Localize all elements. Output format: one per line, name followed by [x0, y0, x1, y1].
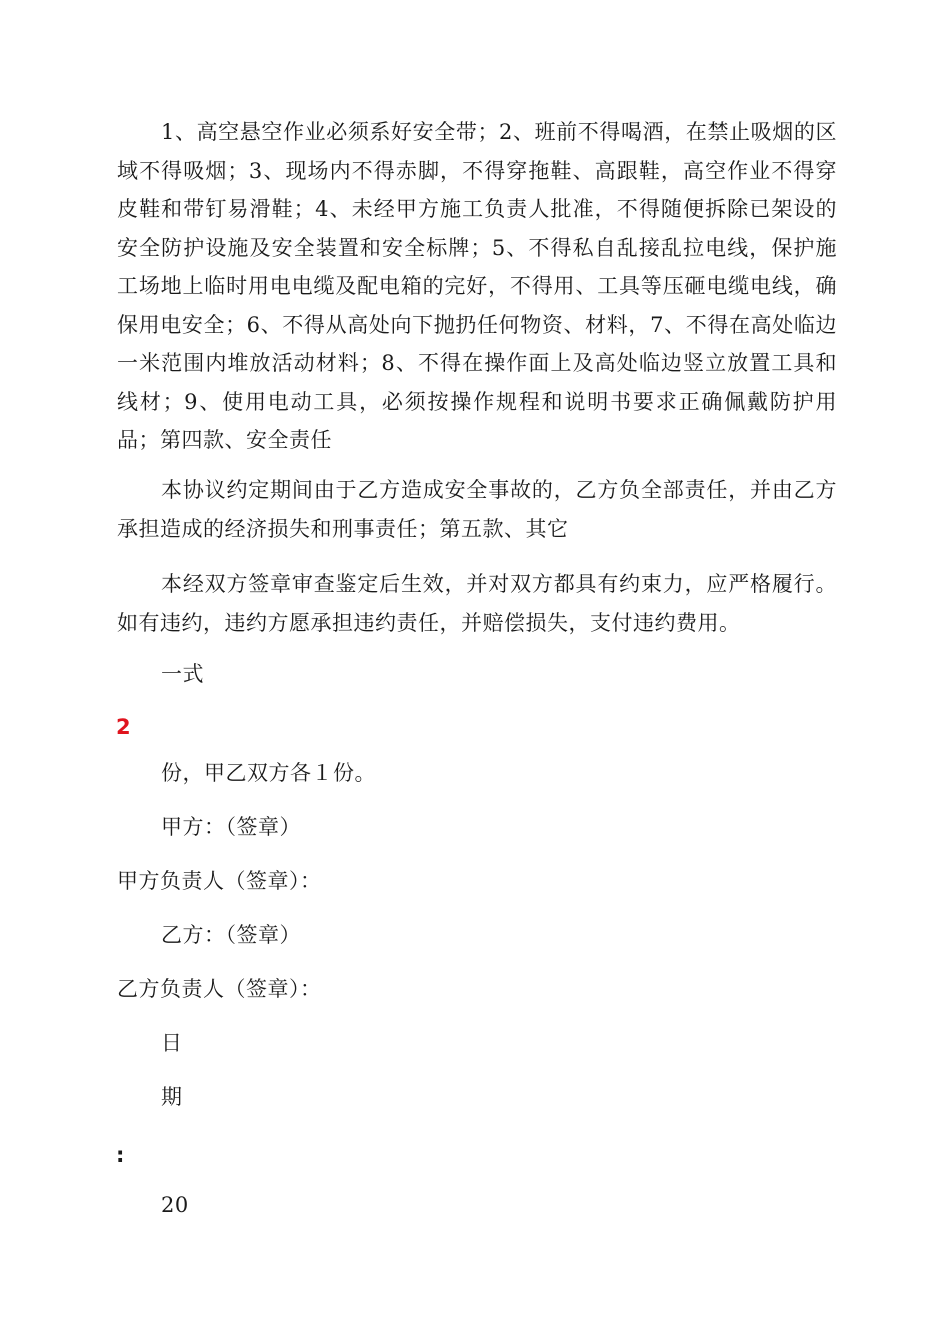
party-b-signature-label: 乙方：（签章）: [161, 923, 301, 947]
party-a-signature-label: 甲方：（签章）: [161, 815, 301, 839]
copies-suffix-text: 份，甲乙双方各１份。: [161, 761, 376, 785]
date-colon: :: [116, 1143, 125, 1167]
copies-number: 2: [116, 715, 131, 739]
effectiveness-paragraph: 本经双方签章审查鉴定后生效，并对双方都具有约束力，应严格履行。如有违约，违约方愿承担违约责任，并赔偿损失，支付违约费用。: [117, 572, 837, 635]
copies-prefix-text: 一式: [161, 662, 204, 686]
party-b-representative-signature-label: 乙方负责人（签章）：: [117, 977, 322, 1001]
safety-rules-paragraph: 1、高空悬空作业必须系好安全带；2、班前不得喝酒，在禁止吸烟的区域不得吸烟；3、现场内不得赤脚，不得穿拖鞋、高跟鞋，高空作业不得穿皮鞋和带钉易滑鞋；4、未经甲方施工负责人批准，不得随便拆除已架设的安全防护设施及安全装置和安全标牌；5、不得私自乱接乱拉电线，保护施工场地上临时用电电缆及配电箱的完好，不得用、工具等压砸电缆电线，确保用电安全；6、不得从高处向下抛扔任何物资、材料，7、不得在高处临边一米范围内堆放活动材料；8、不得在操作面上及高处临边竖立放置工具和线材；9、使用电动工具，必须按操作规程和说明书要求正确佩戴防护用品；第四款、安全责任: [117, 120, 837, 452]
date-label-char-1: 日: [161, 1031, 183, 1055]
party-a-representative-signature-label: 甲方负责人（签章）：: [117, 869, 322, 893]
safety-liability-paragraph: 本协议约定期间由于乙方造成安全事故的，乙方负全部责任，并由乙方承担造成的经济损失和刑事责任；第五款、其它: [117, 478, 837, 541]
date-label-char-2: 期: [161, 1085, 183, 1109]
date-year-prefix: 20: [161, 1193, 189, 1217]
